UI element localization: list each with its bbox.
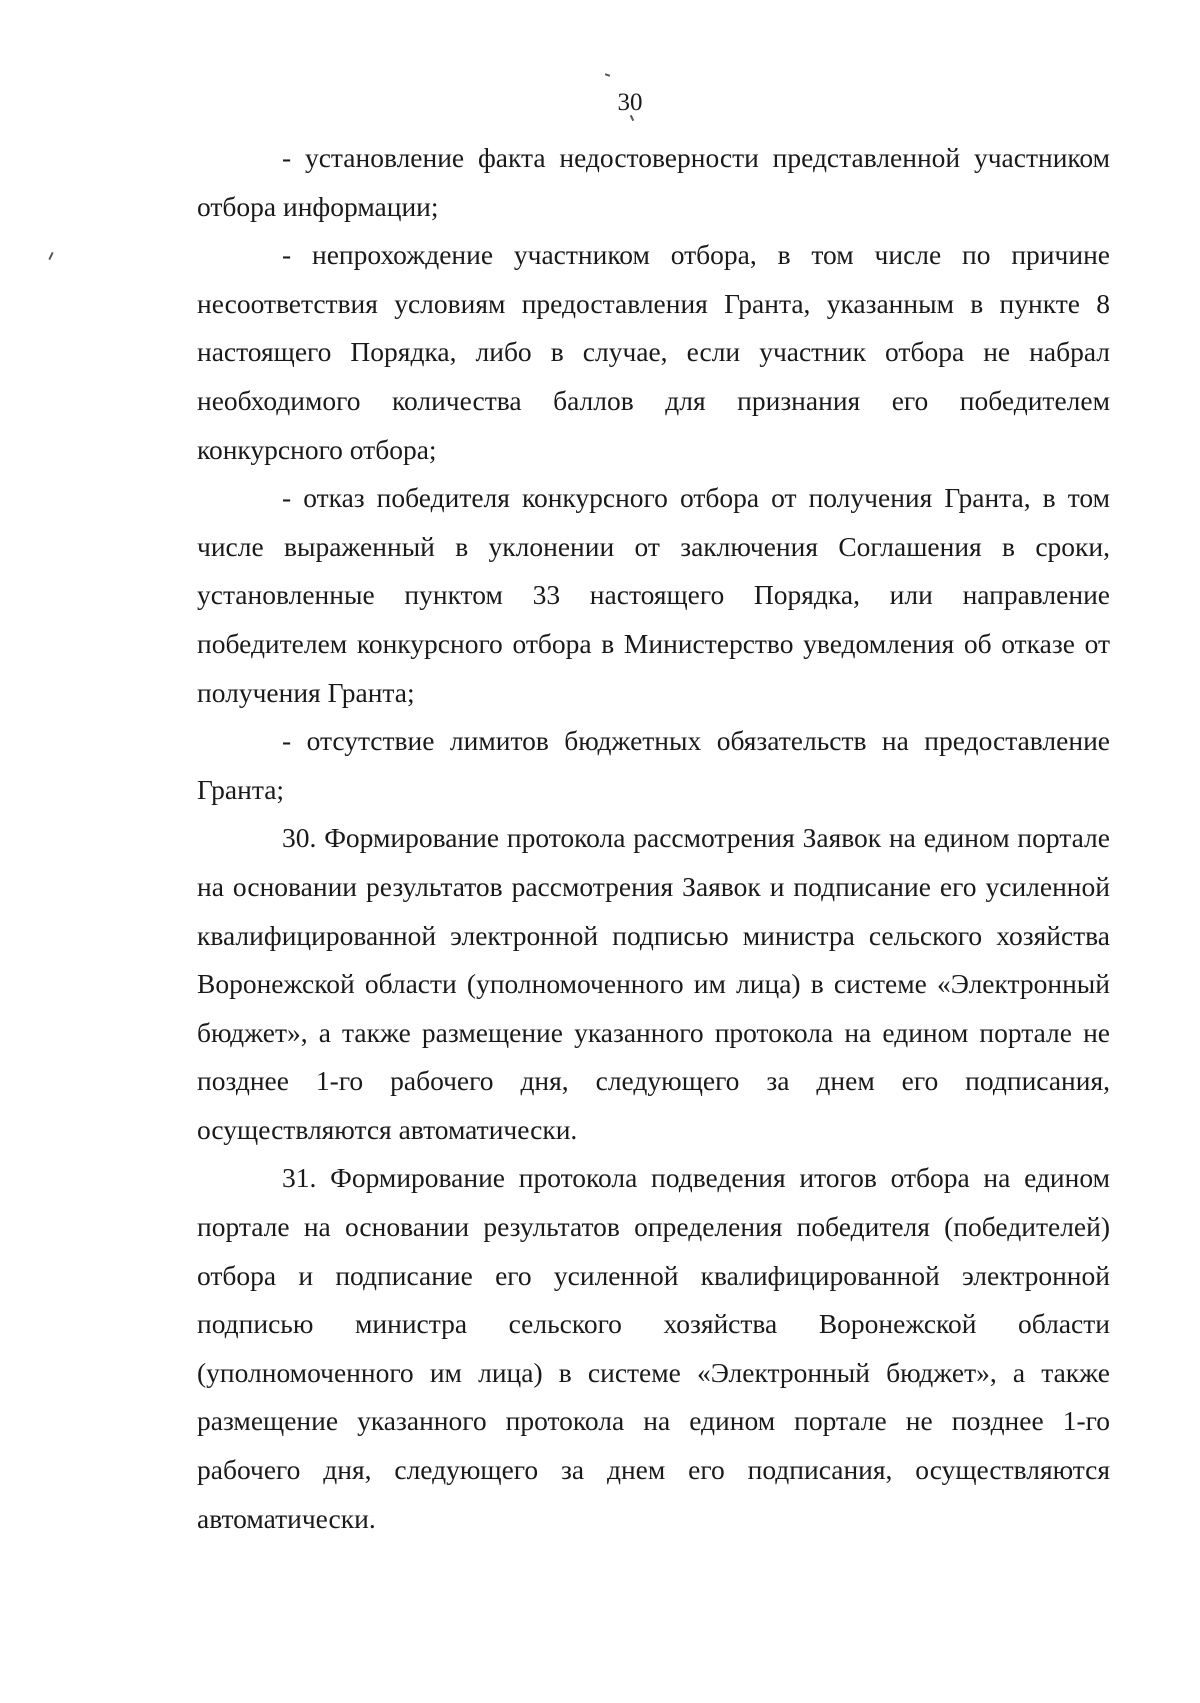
page-number: 30 bbox=[617, 89, 643, 116]
paragraph-item-no-limits: - отсутствие лимитов бюджетных обязательств на предоставление Гранта; bbox=[197, 725, 1110, 805]
paragraph-item-unreliable-info: - установление факта недостоверности представленной участником отбора информации; bbox=[197, 142, 1110, 222]
paragraph-clause-31: 31. Формирование протокола подведения итогов отбора на едином портале на основании результатов определения победителя (победителей) отбора и подписание его усиленной квалифицированной электронной подписью министра сельского хозяйства Воронежской области (уполномоченного им лица) в системе «Электронный бюджет», а также размещение указанного протокола на едином портале не позднее 1-го рабочего дня, следующего за днем его подписания, осуществляются автоматически. bbox=[197, 1162, 1110, 1534]
paragraph-clause-30: 30. Формирование протокола рассмотрения Заявок на едином портале на основании результатов рассмотрения Заявок и подписание его усиленной квалифицированной электронной подписью министра сельского хозяйства Воронежской области (уполномоченного им лица) в системе «Электронный бюджет», а также размещение указанного протокола на едином портале не позднее 1-го рабочего дня, следующего за днем его подписания, осуществляются автоматически. bbox=[197, 822, 1110, 1145]
document-body bbox=[197, 134, 1110, 1543]
paragraph-item-winner-refusal: - отказ победителя конкурсного отбора от получения Гранта, в том числе выраженный в уклонении от заключения Соглашения в сроки, установленные пунктом 33 настоящего Порядка, или направление победителем конкурсного отбора в Министерство уведомления об отказе от получения Гранта; bbox=[197, 482, 1110, 708]
paragraph-item-non-passing: - непрохождение участником отбора, в том числе по причине несоответствия условиям предоставления Гранта, указанным в пункте 8 настоящего Порядка, либо в случае, если участник отбора не набрал необходимого количества баллов для признания его победителем конкурсного отбора; bbox=[197, 239, 1110, 465]
scan-mark bbox=[605, 73, 610, 77]
scan-mark bbox=[48, 252, 53, 260]
